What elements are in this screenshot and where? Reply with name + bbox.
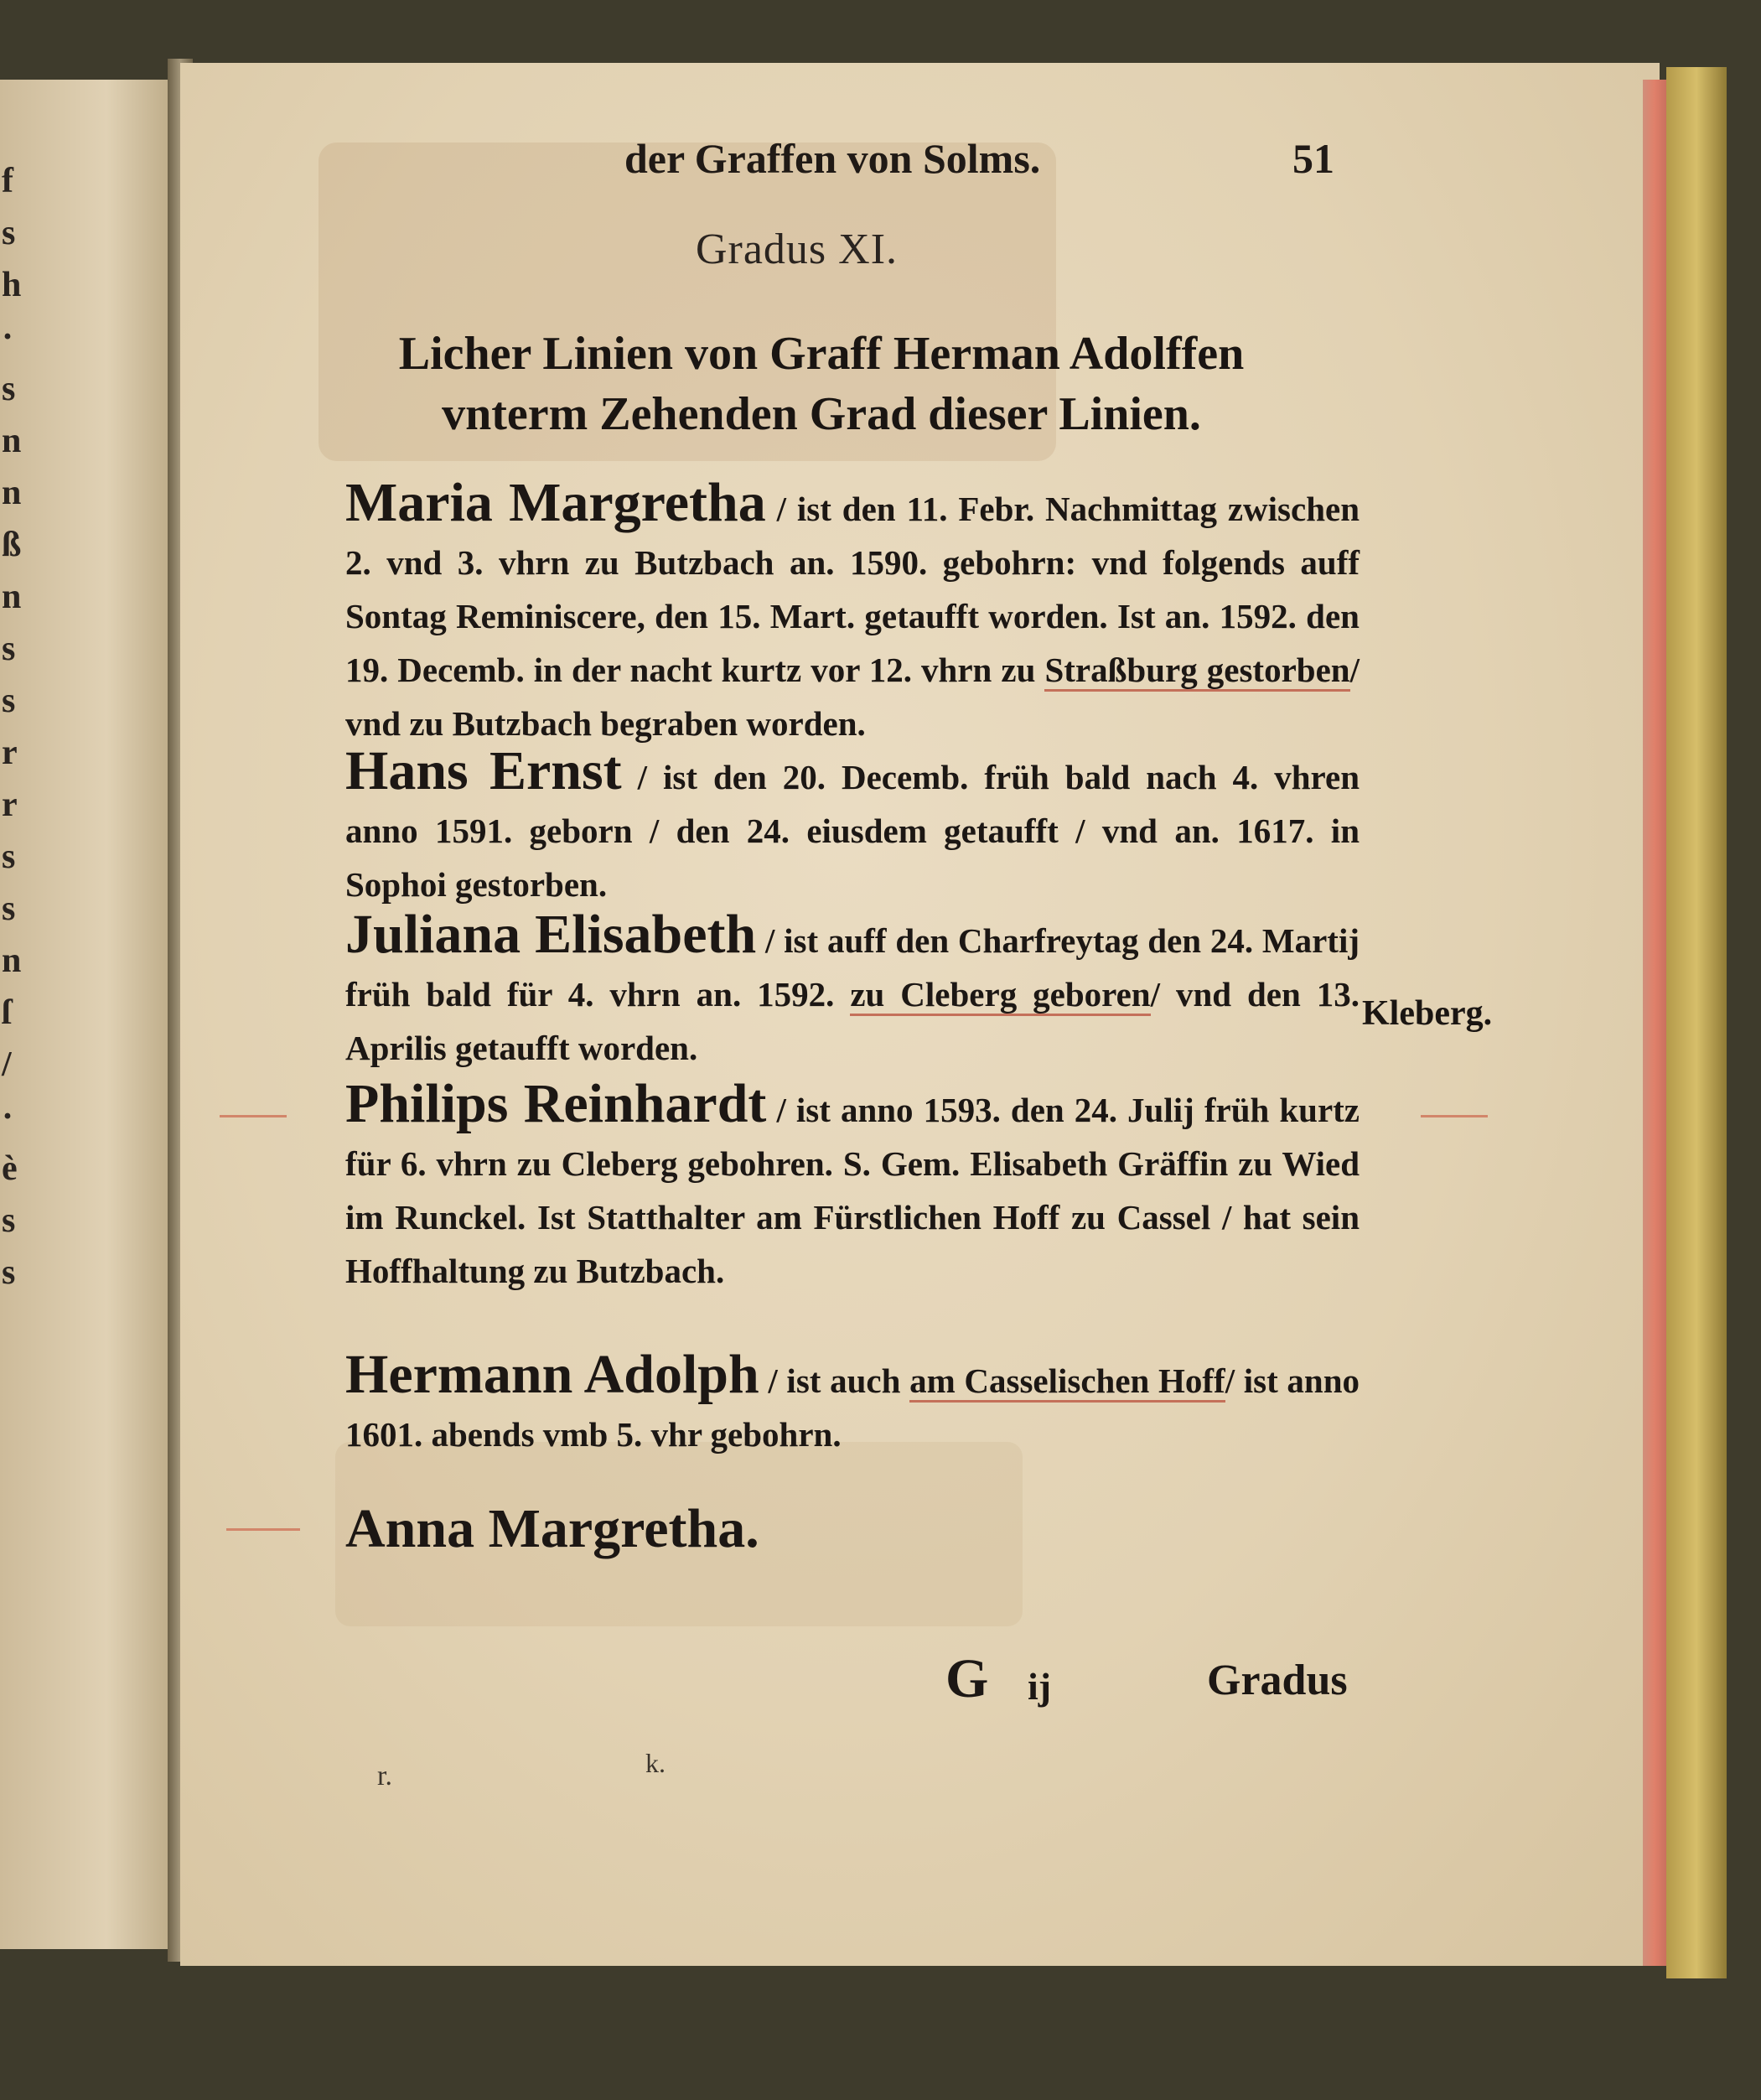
entry-text: / ist auch xyxy=(768,1361,901,1400)
genealogy-entry xyxy=(345,1073,1360,1298)
margin-fragment: n xyxy=(2,474,22,512)
entry-name: Hans Ernst xyxy=(345,740,622,801)
gradus-label: Gradus XI. xyxy=(695,226,899,273)
entry-underlined-text: am Casselischen Hoff xyxy=(909,1361,1225,1403)
red-margin-mark xyxy=(226,1528,300,1531)
margin-fragment: h xyxy=(2,266,22,304)
catchword: Gradus xyxy=(1207,1657,1348,1704)
section-title-line-1: Licher Linien von Graff Herman Adolffen xyxy=(398,328,1245,380)
red-margin-mark xyxy=(1421,1115,1488,1117)
entry-underlined-text: zu Cleberg geboren xyxy=(850,975,1150,1016)
bottom-mark: k. xyxy=(645,1748,666,1778)
signature-letter: G xyxy=(945,1648,989,1709)
genealogy-entry xyxy=(345,1498,1360,1562)
margin-fragment: / xyxy=(2,1045,12,1084)
margin-fragment: r xyxy=(2,786,18,824)
margin-note: Kleberg. xyxy=(1362,994,1493,1033)
red-page-edge xyxy=(1643,80,1666,1966)
margin-fragment: è xyxy=(2,1149,18,1188)
entry-text-after: / vnd den 13. Aprilis getaufft worden. xyxy=(345,975,1360,1067)
margin-fragment: · xyxy=(2,1097,14,1136)
red-margin-mark xyxy=(220,1115,287,1117)
entry-name: Maria Margretha xyxy=(345,472,766,533)
margin-fragment: s xyxy=(2,682,16,720)
margin-fragment: r xyxy=(2,734,18,772)
margin-fragment: s xyxy=(2,1201,16,1240)
entry-text-after: / vnd zu Butzbach begraben worden. xyxy=(345,651,1360,743)
cover-edge xyxy=(1666,67,1727,1978)
gradus-heading xyxy=(0,225,1761,274)
section-title-line-2: vnterm Zehenden Grad dieser Linien. xyxy=(442,388,1201,440)
entry-name: Philips Reinhardt xyxy=(345,1073,767,1134)
bottom-mark: r. xyxy=(377,1760,392,1791)
genealogy-entry xyxy=(345,740,1360,911)
entry-text: / ist auff den Charfreytag den 24. Martij früh bald für 4. vhrn an. 1592. xyxy=(345,921,1360,1014)
margin-fragment: s xyxy=(2,889,16,928)
margin-fragment: s xyxy=(2,214,16,252)
page-number: 51 xyxy=(1292,135,1334,182)
signature-number: ij xyxy=(1028,1665,1052,1708)
entry-name: Juliana Elisabeth xyxy=(345,904,757,965)
margin-fragment: s xyxy=(2,370,16,408)
genealogy-entry xyxy=(345,1344,1360,1461)
margin-fragment: s xyxy=(2,630,16,668)
entry-name: Hermann Adolph xyxy=(345,1344,759,1405)
margin-fragment: s xyxy=(2,837,16,876)
margin-fragment: n xyxy=(2,941,22,980)
margin-fragment: ß xyxy=(2,526,22,564)
left-page-margin-fragments xyxy=(2,163,23,1307)
margin-fragment: n xyxy=(2,578,22,616)
entry-text: / ist den 20. Decemb. früh bald nach 4. vhren anno 1591. geborn / den 24. eiusdem getaufft / vnd an. 1617. in Sophoi gestorben. xyxy=(345,758,1360,904)
genealogy-entry xyxy=(345,904,1360,1075)
entry-text-after: / ist anno 1601. abends vmb 5. vhr gebohrn. xyxy=(345,1361,1360,1454)
genealogy-entry xyxy=(345,472,1360,750)
margin-fragment: · xyxy=(2,318,14,356)
margin-fragment: n xyxy=(2,422,22,460)
running-head: der Graffen von Solms. xyxy=(624,135,1041,182)
entry-underlined-text: Straßburg gestorben xyxy=(1044,651,1349,692)
margin-fragment: s xyxy=(2,1253,16,1292)
entry-name: Anna Margretha. xyxy=(345,1498,759,1559)
margin-fragment: ſ xyxy=(2,993,12,1032)
left-page xyxy=(0,80,178,1949)
entry-text: / ist den 11. Febr. Nachmittag zwischen 2. vnd 3. vhrn zu Butzbach an. 1590. gebohrn: vnd folgends auff Sontag Reminiscere, den 15. Mart. getaufft worden. Ist an. 1592. den 19. Decemb. in der nacht kurtz vor 12. vhrn zu xyxy=(345,490,1360,689)
margin-fragment: f xyxy=(2,162,13,200)
entry-text: / ist anno 1593. den 24. Julij früh kurtz für 6. vhrn zu Cleberg gebohren. S. Gem. Elisabeth Gräffin zu Wied im Runckel. Ist Statthalter am Fürstlichen Hoff zu Cassel / hat sein Hoffhaltung zu Butzbach. xyxy=(345,1091,1360,1290)
